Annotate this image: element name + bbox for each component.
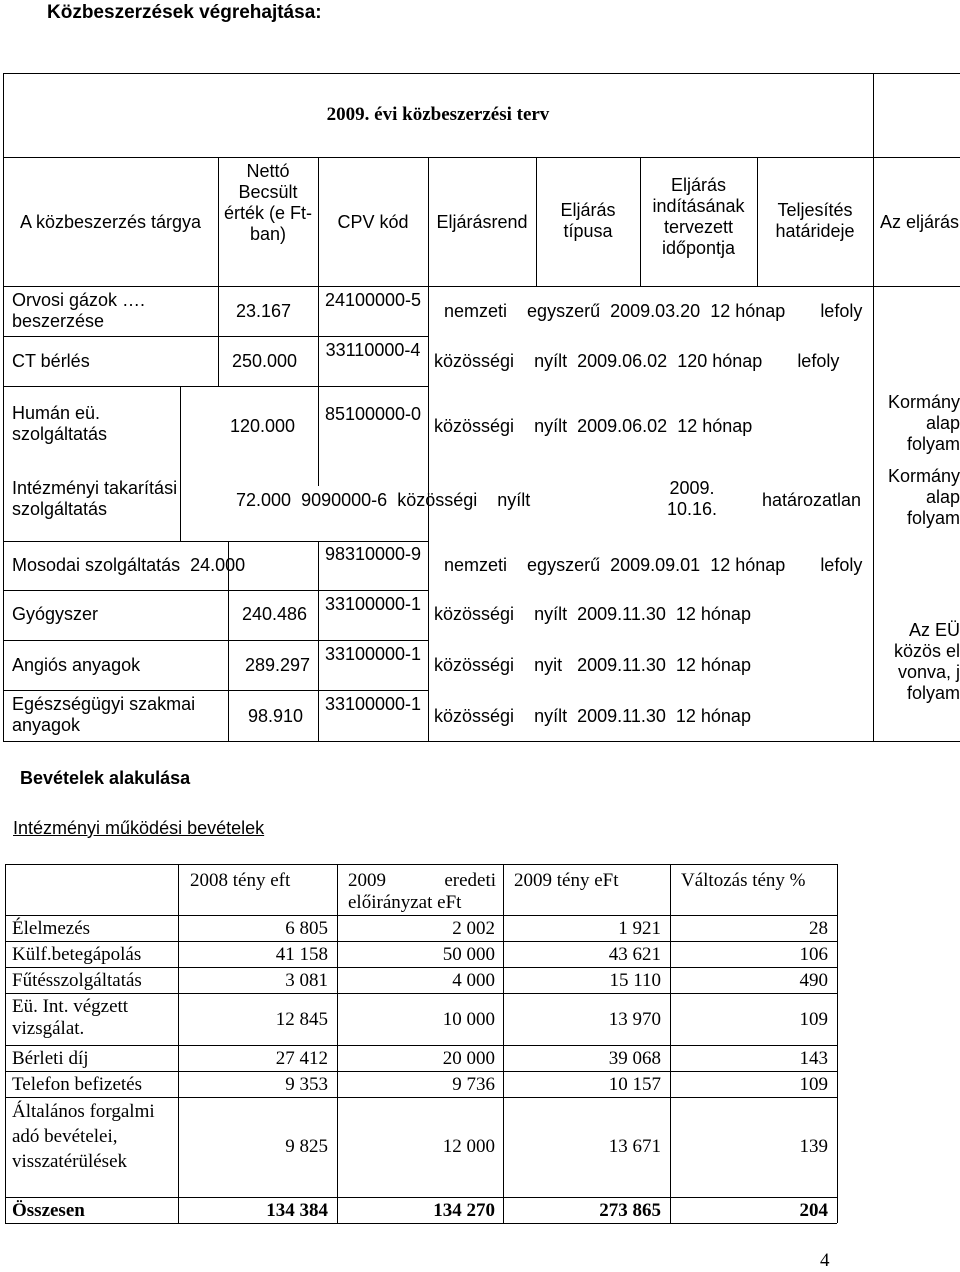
revenue-row-2008: 12 845: [275, 1009, 328, 1030]
revenue-row-plan: 9 736: [452, 1074, 495, 1095]
plan-row-cpv: 33110000-4: [325, 340, 421, 360]
plan-row-details: nemzeti egyszerű 2009.03.20 12 hónap lefoly: [444, 301, 863, 321]
plan-row-cpv: 33100000-1: [324, 694, 422, 714]
revenue-row-label: Fűtésszolgáltatás: [12, 970, 142, 991]
plan-row-value: 120.000: [230, 416, 296, 436]
plan-row-value: 250.000: [232, 351, 298, 371]
revenue-row-change: 109: [799, 1074, 828, 1095]
plan-row-details: közösségi nyílt 2009.06.02 120 hónap lefoly: [434, 351, 840, 371]
header-procedure-type: Eljárás típusa: [560, 200, 616, 241]
revenue-row-change: 139: [799, 1136, 828, 1157]
plan-row-subject: Egészségügyi szakmai anyagok: [12, 694, 196, 735]
plan-row-subject: Angiós anyagok: [12, 655, 141, 675]
plan-row-deadline: határozatlan: [762, 490, 862, 510]
revenue-row-label: Általános forgalmi adó bevételei, visszatérülések: [12, 1101, 155, 1172]
revenue-row-change: 106: [799, 944, 828, 965]
plan-row-details: nemzeti egyszerű 2009.09.01 12 hónap lefoly: [444, 555, 863, 575]
plan-title: 2009. évi közbeszerzési terv: [326, 104, 550, 125]
plan-row-cpv: 98310000-9: [324, 544, 422, 564]
revenue-row-2009: 13 970: [608, 1009, 661, 1030]
header-net-value: Nettó Becsült érték (e Ft-ban): [223, 161, 312, 244]
revenue-row-change: 143: [799, 1048, 828, 1069]
header-procedure-order: Eljárásrend: [436, 212, 528, 232]
plan-row-cpv: 24100000-5: [324, 290, 422, 310]
plan-row-status: Kormány alap folyam: [887, 466, 960, 528]
revenue-row-label: Külf.betegápolás: [12, 944, 142, 965]
revenue-row-plan: 50 000: [442, 944, 495, 965]
plan-row-subject: Humán eü. szolgáltatás: [12, 403, 108, 444]
header-planned-start: Eljárás indításának tervezett időpontja: [652, 175, 745, 258]
plan-row-status: Kormány alap folyam: [887, 392, 960, 454]
revenue-row-2008: 3 081: [285, 970, 328, 991]
revenue-row-plan: 4 000: [452, 970, 495, 991]
plan-row-cpv: 85100000-0: [324, 404, 422, 424]
revenue-header-plan: 2009 eredeti előirányzat eFt: [348, 870, 496, 913]
revenue-heading: Bevételek alakulása: [20, 768, 191, 788]
header-status: Az eljárás: [880, 212, 960, 232]
header-deadline: Teljesítés határideje: [775, 200, 855, 241]
plan-row-value: 240.486: [242, 604, 308, 624]
revenue-row-plan: 20 000: [442, 1048, 495, 1069]
page-number: 4: [820, 1250, 830, 1271]
revenue-total-change: 204: [799, 1200, 828, 1221]
header-cpv: CPV kód: [337, 212, 409, 232]
revenue-row-2008: 41 158: [275, 944, 328, 965]
revenue-row-change: 490: [799, 970, 828, 991]
plan-row-subject: Intézményi takarítási szolgáltatás: [12, 478, 178, 519]
plan-row-details: közösségi nyílt 2009.11.30 12 hónap: [434, 706, 751, 726]
revenue-row-change: 109: [799, 1009, 828, 1030]
revenue-total-2008: 134 384: [266, 1200, 328, 1221]
plan-row-details: közösségi nyit 2009.11.30 12 hónap: [434, 655, 751, 675]
revenue-row-change: 28: [809, 918, 828, 939]
revenue-row-2008: 27 412: [275, 1048, 328, 1069]
revenue-total-plan: 134 270: [433, 1200, 495, 1221]
revenue-total-2009: 273 865: [599, 1200, 661, 1221]
revenue-header-change: Változás tény %: [681, 870, 806, 891]
revenue-row-plan: 10 000: [442, 1009, 495, 1030]
plan-row-date: 2009. 10.16.: [666, 478, 718, 519]
plan-row-value: 23.167: [236, 301, 292, 321]
revenue-row-label: Élelmezés: [12, 918, 91, 939]
plan-row-subject: CT bérlés: [12, 351, 90, 371]
revenue-header-2009: 2009 tény eFt: [514, 870, 619, 891]
plan-row-cpv: 33100000-1: [324, 644, 422, 664]
revenue-row-2009: 10 157: [608, 1074, 661, 1095]
revenue-row-label: Eü. Int. végzett vizsgálat.: [12, 996, 129, 1039]
revenue-row-label: Telefon befizetés: [12, 1074, 143, 1095]
revenue-row-2009: 1 921: [618, 918, 661, 939]
plan-row-subject: Orvosi gázok …. beszerzése: [12, 290, 146, 331]
revenue-row-2009: 13 671: [608, 1136, 661, 1157]
revenue-row-2008: 9 825: [285, 1136, 328, 1157]
revenue-row-2009: 43 621: [608, 944, 661, 965]
plan-row-subject: Mosodai szolgáltatás 24.000: [12, 555, 246, 575]
plan-row-details: közösségi nyílt 2009.11.30 12 hónap: [434, 604, 751, 624]
revenue-row-plan: 12 000: [442, 1136, 495, 1157]
revenue-row-2008: 6 805: [285, 918, 328, 939]
revenue-row-label: Bérleti díj: [12, 1048, 89, 1069]
revenue-row-2009: 15 110: [609, 970, 661, 991]
plan-row-value: 289.297: [245, 655, 311, 675]
revenue-row-2009: 39 068: [608, 1048, 661, 1069]
plan-row-value: 98.910: [248, 706, 304, 726]
page-title: Közbeszerzések végrehajtása:: [47, 2, 322, 23]
revenue-total-label: Összesen: [12, 1200, 85, 1221]
revenue-row-2008: 9 353: [285, 1074, 328, 1095]
shared-status-note: Az EÜ közös el vonva, j folyam: [893, 620, 960, 703]
revenue-subheading: Intézményi működési bevételek: [13, 818, 265, 838]
plan-row-details: közösségi nyílt 2009.06.02 12 hónap: [434, 416, 753, 436]
plan-row-details: 72.000 9090000-6 közösségi nyílt: [236, 490, 531, 510]
header-subject: A közbeszerzés tárgya: [19, 212, 202, 232]
revenue-row-plan: 2 002: [452, 918, 495, 939]
plan-row-subject: Gyógyszer: [12, 604, 99, 624]
revenue-header-2008: 2008 tény eft: [190, 870, 291, 891]
plan-row-cpv: 33100000-1: [324, 594, 422, 614]
